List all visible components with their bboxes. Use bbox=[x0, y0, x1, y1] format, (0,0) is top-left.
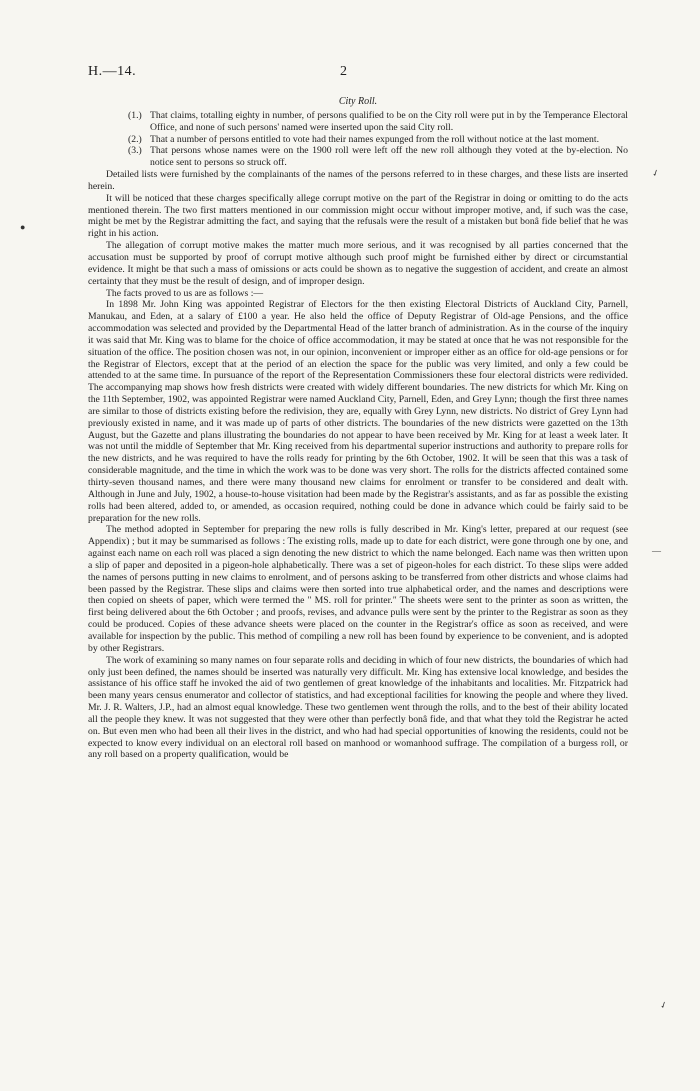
paragraph: The facts proved to us are as follows :— bbox=[106, 287, 264, 299]
paragraph: It will be noticed that these charges specifically allege corrupt motive on the part of the Registrar in doing or omitting to do the acts mentioned therein. The two first matters mentioned in our commission might occur without improper motive, and, if such was the case, might be met by the Registrar admitting the fact, and saying that the refusals were the result of a mistaken but bonâ fide belief that he was right in his action. bbox=[88, 192, 628, 240]
list-item bbox=[128, 134, 628, 146]
document-body bbox=[88, 96, 628, 761]
list-item-number: (3.) bbox=[128, 145, 142, 157]
page-number: 2 bbox=[340, 64, 347, 79]
paragraph: The method adopted in September for preparing the new rolls is fully described in Mr. King's letter, prepared at our request (see Appendix) ; but it may be summarised as follows : The existing rolls, made up to date for each district, were gone through one by one, and against each name on each roll was placed a sign denoting the new district to which the name belonged. Each name was then written upon a slip of paper and deposited in a pigeon-hole alphabetically. There was a set of pigeon-holes for each district. To these slips were added the names of persons putting in new claims to enrolment, and of persons asking to be transferred from other districts and whose claims had been passed by the Registrar. These slips and claims were then sorted into true alphabetical order, and the names and descriptions were then copied on sheets of paper, which were termed the " MS. roll for printer." The sheets were sent to the printer as soon as written, the first being delivered about the 6th October ; and proofs, revises, and advance pulls were sent by the printer to the Registrar as soon as they could be produced. Copies of these advance sheets were placed on the counter in the Registrar's office as soon as received, and were available for inspection by the public. This method of compiling a new roll has been found by experience to be convenient, and is adopted by other Registrars. bbox=[88, 524, 628, 654]
list-item-number: (2.) bbox=[128, 133, 142, 145]
paragraph: Detailed lists were furnished by the complainants of the names of the persons referred to in these charges, and these lists are inserted herein. bbox=[88, 169, 628, 192]
section-title: City Roll. bbox=[338, 96, 378, 107]
charges-list bbox=[128, 110, 628, 169]
paragraph: In 1898 Mr. John King was appointed Registrar of Electors for the then existing Electoral Districts of Auckland City, Parnell, Manukau, and Eden, at a salary of £100 a year. He also held the office of Deputy Registrar of Old-age Pensions, and the office accommodation was selected and provided by the Departmental Head of the latter branch of administration. As in the course of the inquiry it was said that Mr. King was to blame for the choice of office accommodation, it may be stated at once that he was not responsible for the situation of the office. The position chosen was not, in our opinion, inconvenient or improper either as an office for old-age pensions or for the Registrar of Electors, except that at the period of an election the space for the public was very limited, and only a few could be attended to at the same time. In pursuance of the report of the Representation Commissioners these four electoral districts were redivided. The accompanying map shows how fresh districts were created with widely different boundaries. The new districts for which Mr. King on the 11th September, 1902, was appointed Registrar were named Auckland City, Parnell, Eden, and Grey Lynn; though the first three names are similar to those of districts existing before the redivision, they are, equally with Grey Lynn, new districts. No district of Grey Lynn had previously existed in name, and it was made up of parts of other districts. The boundaries of the new districts were gazetted on the 13th August, but the Gazette and plans illustrating the boundaries do not appear to have been received by Mr. King for at least a week later. It was not until the middle of September that Mr. King received from his departmental superior instructions and authority to prepare rolls for the new districts, and he was required to have the rolls ready for printing by the 6th October, 1902. It will be seen that this was a task of considerable magnitude, and the time in which the work was to be done was very short. The rolls for the districts affected contained some thirty-seven thousand names, and there were many thousand new claims for enrolment or transfer to be considered and dealt with. Although in June and July, 1902, a house-to-house visitation had been made by the Registrar's assistants, and as far as possible the existing rolls had been altered, added to, or amended, as occasion required, nothing could be done in advance which could be fairly said to be preparation for the new rolls. bbox=[88, 299, 628, 524]
paragraph: The allegation of corrupt motive makes the matter much more serious, and it was recognised by all parties concerned that the accusation must be supported by proof of corrupt motive although such proof might be furnished either by direct or circumstantial evidence. It might be that such a mass of omissions or acts could be shown as to negative the suggestion of accident, and create an almost certainty that they must be the result of design, and of improper design. bbox=[88, 240, 628, 287]
margin-dash-mark: — bbox=[652, 546, 661, 556]
paragraph: The work of examining so many names on four separate rolls and deciding in which of four new districts, the boundaries of which had only just been defined, the names should be inserted was naturally very difficult. Mr. King has extensive local knowledge, and besides the assistance of his office staff he invoked the aid of two gentlemen of great knowledge of the inhabitants and localities. Mr. Fitzpatrick had been many years census enumerator and collector of statistics, and had exceptional facilities for knowing the people and where they lived. Mr. J. R. Walters, J.P., had an almost equal knowledge. These two gentlemen went through the rolls, and to the best of their ability located all the people they knew. It was not suggested that they were other than perfectly bonâ fide, and that what they told the Registrar he acted on. But even men who had been all their lives in the district, and who had had special opportunities of knowing the residents, could not be expected to know every individual on an electoral roll based on manhood or womanhood suffrage. The compilation of a burgess roll, or any roll based on a property qualification, would be bbox=[88, 654, 628, 761]
document-reference: H.—14. bbox=[88, 64, 137, 79]
list-item bbox=[128, 145, 628, 169]
margin-tick-mark: ✓ bbox=[658, 999, 669, 1012]
list-item-text: That a number of persons entitled to vote had their names expunged from the roll without notice at the last moment. bbox=[150, 133, 600, 145]
list-item-text: That persons whose names were on the 1900 roll were left off the new roll although they voted at the by-election. No notice sent to persons so struck off. bbox=[150, 145, 628, 169]
margin-tick-mark: ✓ bbox=[650, 167, 661, 180]
list-item-number: (1.) bbox=[128, 109, 142, 121]
list-item-text: That claims, totalling eighty in number, of persons qualified to be on the City roll were put in by the Temperance Electoral Office, and none of such persons' named were inserted upon the said City roll. bbox=[150, 109, 628, 133]
margin-bullet-mark: ● bbox=[20, 222, 26, 232]
page-header bbox=[88, 64, 628, 84]
list-item bbox=[128, 110, 628, 134]
